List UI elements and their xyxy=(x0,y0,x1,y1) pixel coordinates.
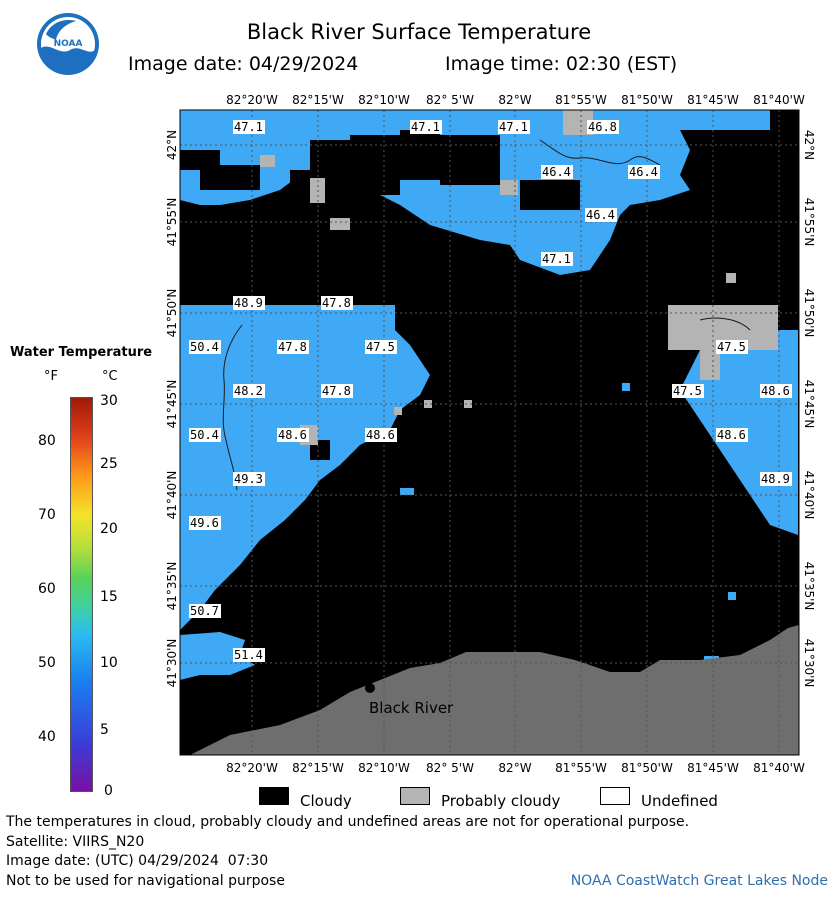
lat-label: 41°40'N xyxy=(802,470,816,520)
c-tick: 15 xyxy=(100,589,118,605)
lon-label: 82°W xyxy=(498,761,532,775)
cloudy-label: Cloudy xyxy=(300,792,352,810)
lat-label: 41°55'N xyxy=(802,197,816,247)
lat-label: 41°40'N xyxy=(165,470,179,520)
lon-label: 82° 5'W xyxy=(426,761,474,775)
temperature-label: 48.9 xyxy=(234,296,263,310)
satellite: Satellite: VIIRS_N20 xyxy=(6,834,145,850)
lon-label: 81°45'W xyxy=(687,93,739,107)
temperature-label: 47.8 xyxy=(278,340,307,354)
lat-label: 41°35'N xyxy=(165,561,179,611)
c-tick: 30 xyxy=(100,393,118,409)
image-time: Image time: 02:30 (EST) xyxy=(445,53,678,75)
lat-label: 41°35'N xyxy=(802,561,816,611)
cloudy-swatch xyxy=(259,787,289,805)
temperature-label: 47.8 xyxy=(322,296,351,310)
lat-label: 41°50'N xyxy=(165,288,179,338)
temperature-label: 48.6 xyxy=(366,428,395,442)
undefined-label: Undefined xyxy=(641,792,718,810)
temperature-label: 48.6 xyxy=(278,428,307,442)
color-scale xyxy=(70,397,93,792)
lon-label: 82°20'W xyxy=(226,93,278,107)
probably-cloudy-label: Probably cloudy xyxy=(441,792,561,810)
temperature-label: 50.7 xyxy=(190,604,219,618)
temperature-label: 46.8 xyxy=(588,120,617,134)
lon-label: 82°10'W xyxy=(358,93,410,107)
f-tick: 40 xyxy=(38,729,56,745)
lon-label: 81°40'W xyxy=(753,761,805,775)
c-tick: 0 xyxy=(104,783,113,799)
lon-label: 82°15'W xyxy=(292,761,344,775)
f-tick: 80 xyxy=(38,433,56,449)
lat-label: 41°55'N xyxy=(165,197,179,247)
page-title: Black River Surface Temperature xyxy=(246,20,592,44)
lon-label: 81°45'W xyxy=(687,761,739,775)
temperature-label: 47.5 xyxy=(717,340,746,354)
lon-label: 82° 5'W xyxy=(426,93,474,107)
temperature-label: 48.9 xyxy=(761,472,790,486)
unit-celsius: °C xyxy=(102,369,118,384)
temperature-label: 48.6 xyxy=(761,384,790,398)
undefined-swatch xyxy=(600,787,630,805)
c-tick: 5 xyxy=(100,722,109,738)
temperature-label: 47.1 xyxy=(411,120,440,134)
temperature-label: 47.8 xyxy=(322,384,351,398)
lon-label: 81°50'W xyxy=(621,761,673,775)
temperature-label: 47.1 xyxy=(542,252,571,266)
lon-label: 81°40'W xyxy=(753,93,805,107)
c-tick: 20 xyxy=(100,521,118,537)
temperature-label: 46.4 xyxy=(542,165,571,179)
lat-label: 42°N xyxy=(802,129,816,161)
lon-label: 81°55'W xyxy=(555,93,607,107)
black-river-marker xyxy=(365,683,375,693)
temperature-label: 49.6 xyxy=(190,516,219,530)
unit-fahrenheit: °F xyxy=(44,369,58,384)
lat-label: 41°30'N xyxy=(165,638,179,688)
f-tick: 60 xyxy=(38,581,56,597)
f-tick: 70 xyxy=(38,507,56,523)
c-tick: 25 xyxy=(100,456,118,472)
temperature-label: 48.2 xyxy=(234,384,263,398)
lon-label: 82°10'W xyxy=(358,761,410,775)
f-tick: 50 xyxy=(38,655,56,671)
temperature-label: 47.5 xyxy=(673,384,702,398)
lat-label: 41°45'N xyxy=(802,379,816,429)
temperature-label: 47.1 xyxy=(234,120,263,134)
temperature-label: 46.4 xyxy=(629,165,658,179)
lon-label: 81°50'W xyxy=(621,93,673,107)
temperature-label: 48.6 xyxy=(717,428,746,442)
lon-label: 82°W xyxy=(498,93,532,107)
place-label: Black River xyxy=(369,699,454,717)
lat-label: 41°50'N xyxy=(802,288,816,338)
logo-text: NOAA xyxy=(53,39,83,49)
legend-title: Water Temperature xyxy=(10,345,153,360)
temperature-label: 46.4 xyxy=(586,208,615,222)
temperature-label: 47.5 xyxy=(366,340,395,354)
probably-cloudy-swatch xyxy=(400,787,430,805)
disclaimer: The temperatures in cloud, probably cloudy and undefined areas are not for operational purpose. xyxy=(6,814,690,830)
lat-label: 41°45'N xyxy=(165,379,179,429)
c-tick: 10 xyxy=(100,655,118,671)
utc-date: Image date: (UTC) 04/29/2024 07:30 xyxy=(6,853,269,869)
lon-label: 81°55'W xyxy=(555,761,607,775)
temperature-label: 50.4 xyxy=(190,428,219,442)
temperature-label: 47.1 xyxy=(499,120,528,134)
credit: NOAA CoastWatch Great Lakes Node xyxy=(570,873,828,889)
temperature-label: 51.4 xyxy=(234,648,263,662)
navigation-note: Not to be used for navigational purpose xyxy=(6,873,285,889)
lat-label: 41°30'N xyxy=(802,638,816,688)
image-date: Image date: 04/29/2024 xyxy=(128,53,359,75)
temperature-label: 49.3 xyxy=(234,472,263,486)
lon-label: 82°20'W xyxy=(226,761,278,775)
temperature-label: 50.4 xyxy=(190,340,219,354)
lat-label: 42°N xyxy=(165,129,179,161)
lon-label: 82°15'W xyxy=(292,93,344,107)
